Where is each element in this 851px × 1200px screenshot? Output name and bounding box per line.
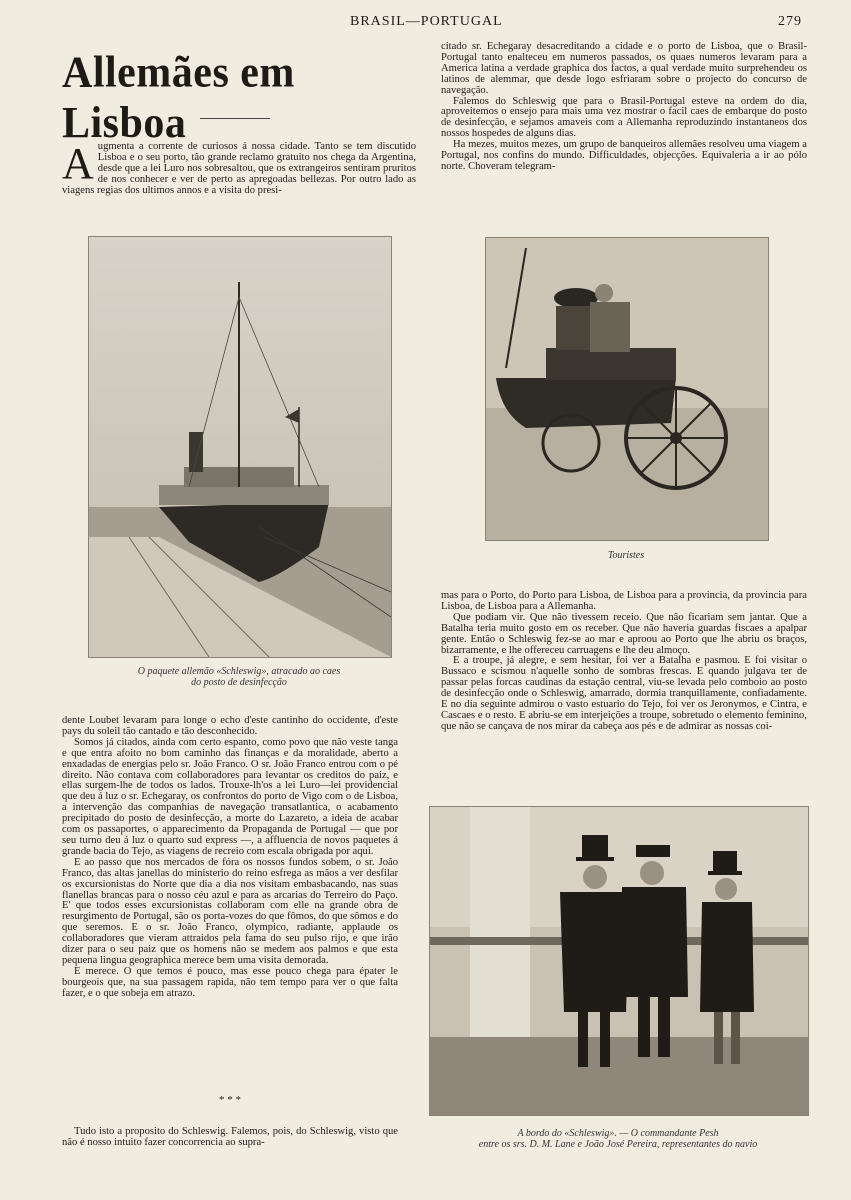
tourists-photo bbox=[485, 237, 769, 541]
deck-caption-line-2: entre os srs. D. M. Lane e João José Pereira, representantes do navio bbox=[478, 1139, 758, 1150]
ship-caption bbox=[88, 666, 390, 688]
paragraph: Falemos do Schleswig que para o Brasil-Portugal esteve na ordem do dia, aproveitemos o ensejo para mais uma vez mostrar o facil caes de embarque do posto de desinfecção, e sejamos amaveis com a Allemanha reproduzindo instantaneos dos nossos hospedes de alguns dias. bbox=[441, 95, 807, 140]
ship-photo bbox=[88, 236, 392, 658]
carriage-illustration bbox=[486, 238, 768, 540]
tourists-caption: Touristes bbox=[607, 550, 645, 561]
paragraph: Tudo isto a proposito do Schleswig. Falemos, pois, do Schleswig, visto que não é nosso intuito fazer concorrencia ao supra- bbox=[62, 1126, 398, 1148]
page-number: 279 bbox=[778, 14, 802, 29]
ship-caption-line-2: do posto de desinfecção bbox=[191, 677, 287, 688]
title-rule bbox=[200, 118, 270, 119]
ship-illustration bbox=[89, 237, 391, 657]
journal-title: BRASIL—PORTUGAL bbox=[350, 14, 503, 29]
paragraph: mas para o Porto, do Porto para Lisboa, de Lisboa para a provincia, da provincia para Lisboa, de Lisboa para a Allemanha. bbox=[441, 590, 807, 612]
drop-cap: A bbox=[62, 139, 94, 188]
closing-paragraph bbox=[62, 1127, 398, 1149]
section-separator: * * * bbox=[219, 1094, 241, 1106]
paragraph: E merece. O que temos é pouco, mas esse pouco chega para épater le bourgeois que, na sua passagem rapida, não tem tempo para ver o que falta fazer, e o que sobeja em atrazo. bbox=[62, 965, 398, 999]
paragraph: Que podiam vir. Que não tivessem receio. Que não ficariam sem jantar. Que a Batalha teria muito gosto em os receber. Que não haveria guardas fiscaes a apalpar gente. Então o Schleswig fez-se ao mar e aproou ao Porto que lhe abriu os braços, bizarramente, e lhe offereceu carruagens e lhe deu almoço. bbox=[441, 611, 807, 656]
paragraph: citado sr. Echegaray desacreditando a cidade e o porto de Lisboa, que o Brasil-Portugal tanto enalteceu em numeros passados, os quaes numeros levaram para a America latina a verdade graphica dos factos, a qual verdade muito surprehendeu os latinos de alemmar, que desde logo esfriaram sobre o projecto do concurso de navegação. bbox=[441, 41, 807, 96]
paragraph: E a troupe, já alegre, e sem hesitar, foi ver a Batalha e pasmou. E foi visitar o Bussaco e scismou n'aquelle sonho de sombras frescas. E quando julgava ter de passar pelas forcas caudinas da estação central, viu-se levada pelo comboio ao posto de desinfecção onde o Schleswig, amarrado, dormia tranquillamente, confiadamente. E no dia seguinte admirou o vasto estuario do Tejo, foi ver os Jeronymos, e Cintra, e Cascaes e o resto. E abriu-se em interjeições a troupe, sobretudo o elemento feminino, que não se cançava de nos mirar da cabeça aos pés e de admirar as nossas coi- bbox=[441, 655, 807, 732]
deck-photo bbox=[429, 806, 809, 1116]
right-column-top bbox=[441, 42, 807, 173]
ship-caption-line-1: O paquete allemão «Schleswig», atracado ao caes bbox=[137, 666, 341, 677]
paragraph: Somos já citados, ainda com certo espanto, como povo que não veste tanga e que entra afoito no bom caminho das finanças e da moralidade, aberto a enxadadas de energias pelo sr. João Franco. O sr. João Franco entrou com o pé direito. Não contava com collaboradores para levantar os creditos do paiz, e ellas surgem-lhe de todos os lados. Trouxe-lh'os a lei Luro—lei providencial que deu á luz o sr. Echegaray, os confrontos do porto de Vigo com o de Lisboa, a intervenção das companhias de navegação transatlantica, o acabamento precipitado do posto de desinfecção, a morte do Lazareto, a ideia de acabar com os passaportes, o apparecimento da Propaganda de Portugal — que por seu turno deu á luz o quarto sud express —, a affluencia de novos paquetes á grande bacia do Tejo, as viagens de recreio com escala obrigada por aqui. bbox=[62, 736, 398, 857]
right-column-middle bbox=[441, 591, 807, 733]
paragraph: dente Loubet levaram para longe o echo d'este cantinho do occidente, d'este pays du soleil tão cantado e tão desconhecido. bbox=[62, 715, 398, 737]
article-title: Allemães em Lisboa bbox=[62, 48, 295, 148]
deck-caption-line-1: A bordo do «Schleswig». — O commandante Pesh bbox=[517, 1128, 719, 1139]
intro-text: ugmenta a corrente de curiosos á nossa cidade. Tanto se tem discutido Lisboa e o seu porto, tão grande reclamo gratuito nos chega da Argentina, desde que a lei Luro nos sobresaltou, que os extrangeiros sentiram pruritos de nos conhecer e ver de perto as apregoadas bellezas. Por outro lado as viagens regias dos ultimos annos e a visita do presi- bbox=[62, 141, 416, 196]
running-header bbox=[0, 14, 851, 34]
left-column-body bbox=[62, 716, 398, 1000]
deck-caption bbox=[410, 1128, 826, 1150]
paragraph: E ao passo que nos mercados de fóra os nossos fundos sobem, o sr. João Franco, das altas janellas do ministerio do reino esfrega as mãos a ver desfilar os excursionistas do Norte que dia a dia nos visitam embasbacando, nas suas flanellas brancas para o nosso céu azul e para as arcarias do Terreiro do Paço. E' que todos esses excursionistas collaboram com elle na grande obra de resurgimento de Portugal, são os porta-vozes do que fômos, do que sômos e do que seremos. E o sr. João Franco, olympico, radiante, applaude os collaboradores que vieram attraidos pela fama do seu pulso rijo, e que irão dizer para o seu paiz que os homens não se medem aos palmos e que esta pequena lingua geographica merece bem uma visita demorada. bbox=[62, 856, 398, 966]
intro-paragraph bbox=[62, 139, 416, 197]
paragraph: Ha mezes, muitos mezes, um grupo de banqueiros allemães resolveu uma viagem a Portugal, nos confins do mundo. Difficuldades, objecções. Equivaleria a ir ao pólo norte. Choveram telegram- bbox=[441, 139, 807, 172]
deck-illustration bbox=[430, 807, 808, 1115]
